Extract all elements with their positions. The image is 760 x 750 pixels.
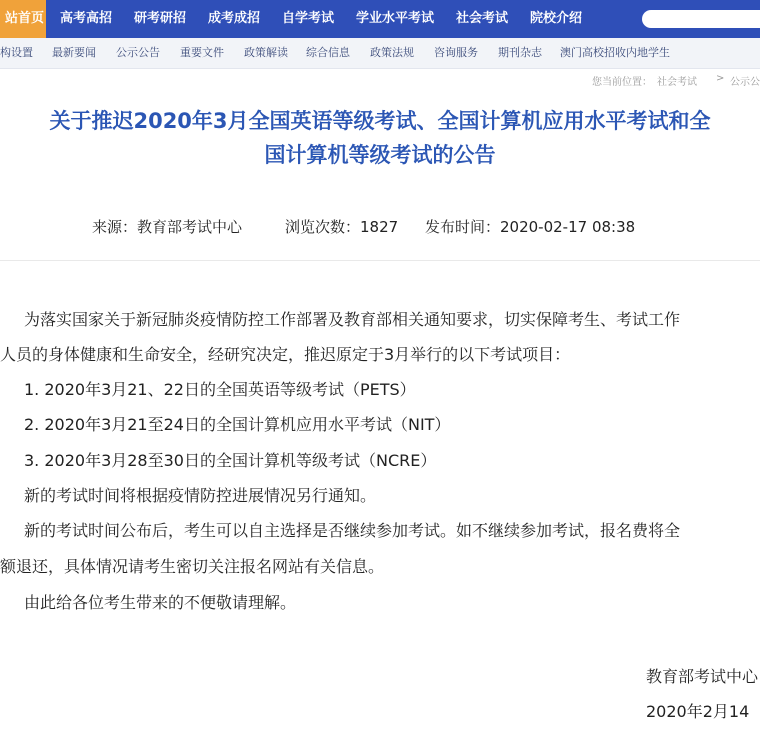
paragraph: 额退还，具体情况请考生密切关注报名网站有关信息。 bbox=[0, 557, 385, 576]
subnav-item-news[interactable]: 最新要闻 bbox=[52, 46, 96, 59]
subnav-item-interpretation[interactable]: 政策解读 bbox=[244, 46, 288, 59]
signature: 教育部考试中心 bbox=[646, 667, 759, 686]
breadcrumb-link-shehui[interactable]: 社会考试 bbox=[657, 77, 697, 88]
nav-item-zikao[interactable]: 自学考试 bbox=[282, 11, 335, 26]
list-item: 3. 2020年3月28至30日的全国计算机等级考试（NCRE） bbox=[24, 451, 437, 470]
page-title bbox=[0, 104, 760, 172]
subnav-item-documents[interactable]: 重要文件 bbox=[180, 46, 224, 59]
subnav-item-consulting[interactable]: 咨询服务 bbox=[434, 46, 478, 59]
article-source: 来源：教育部考试中心 bbox=[92, 218, 243, 236]
breadcrumb-label: 您当前位置： bbox=[592, 77, 652, 88]
subnav-item-general[interactable]: 综合信息 bbox=[306, 46, 350, 59]
nav-item-xueye[interactable]: 学业水平考试 bbox=[356, 11, 435, 26]
nav-item-yuanxiao[interactable]: 院校介绍 bbox=[530, 11, 583, 26]
search-input[interactable] bbox=[642, 10, 760, 28]
signature-date: 2020年2月14 bbox=[646, 702, 750, 721]
subnav-item-journals[interactable]: 期刊杂志 bbox=[498, 46, 542, 59]
nav-item-shehui[interactable]: 社会考试 bbox=[456, 11, 509, 26]
title-line-1: 关于推迟2020年3月全国英语等级考试、全国计算机应用水平考试和全 bbox=[49, 109, 711, 133]
list-item: 2. 2020年3月21至24日的全国计算机应用水平考试（NIT） bbox=[24, 415, 451, 434]
subnav-item-notices[interactable]: 公示公告 bbox=[116, 46, 160, 59]
top-navigation-bar bbox=[0, 0, 760, 38]
sub-navigation-bar bbox=[0, 38, 760, 69]
nav-item-gaokao[interactable]: 高考高招 bbox=[60, 11, 113, 26]
nav-home[interactable]: 站首页 bbox=[0, 0, 46, 38]
breadcrumb-separator: > bbox=[716, 73, 725, 84]
paragraph: 新的考试时间将根据疫情防控进展情况另行通知。 bbox=[24, 486, 377, 505]
breadcrumb-link-notices[interactable]: 公示公 bbox=[730, 77, 760, 88]
paragraph: 为落实国家关于新冠肺炎疫情防控工作部署及教育部相关通知要求，切实保障考生、考试工作 bbox=[24, 310, 681, 329]
article-views: 浏览次数：1827 bbox=[285, 218, 399, 236]
paragraph: 由此给各位考生带来的不便敬请理解。 bbox=[24, 593, 297, 612]
paragraph: 新的考试时间公布后，考生可以自主选择是否继续参加考试。如不继续参加考试，报名费将全 bbox=[24, 521, 681, 540]
subnav-item-jigou[interactable]: 构设置 bbox=[0, 46, 33, 59]
article-publish-time: 发布时间：2020-02-17 08:38 bbox=[425, 218, 636, 236]
header-divider bbox=[0, 260, 760, 261]
list-item: 1. 2020年3月21、22日的全国英语等级考试（PETS） bbox=[24, 380, 416, 399]
subnav-item-macau[interactable]: 澳门高校招收内地学生 bbox=[560, 46, 670, 59]
paragraph: 人员的身体健康和生命安全，经研究决定，推迟原定于3月举行的以下考试项目： bbox=[0, 345, 571, 364]
nav-item-chengkao[interactable]: 成考成招 bbox=[208, 11, 261, 26]
title-line-2: 国计算机等级考试的公告 bbox=[264, 143, 496, 167]
nav-item-yankao[interactable]: 研考研招 bbox=[134, 11, 187, 26]
subnav-item-regulations[interactable]: 政策法规 bbox=[370, 46, 414, 59]
